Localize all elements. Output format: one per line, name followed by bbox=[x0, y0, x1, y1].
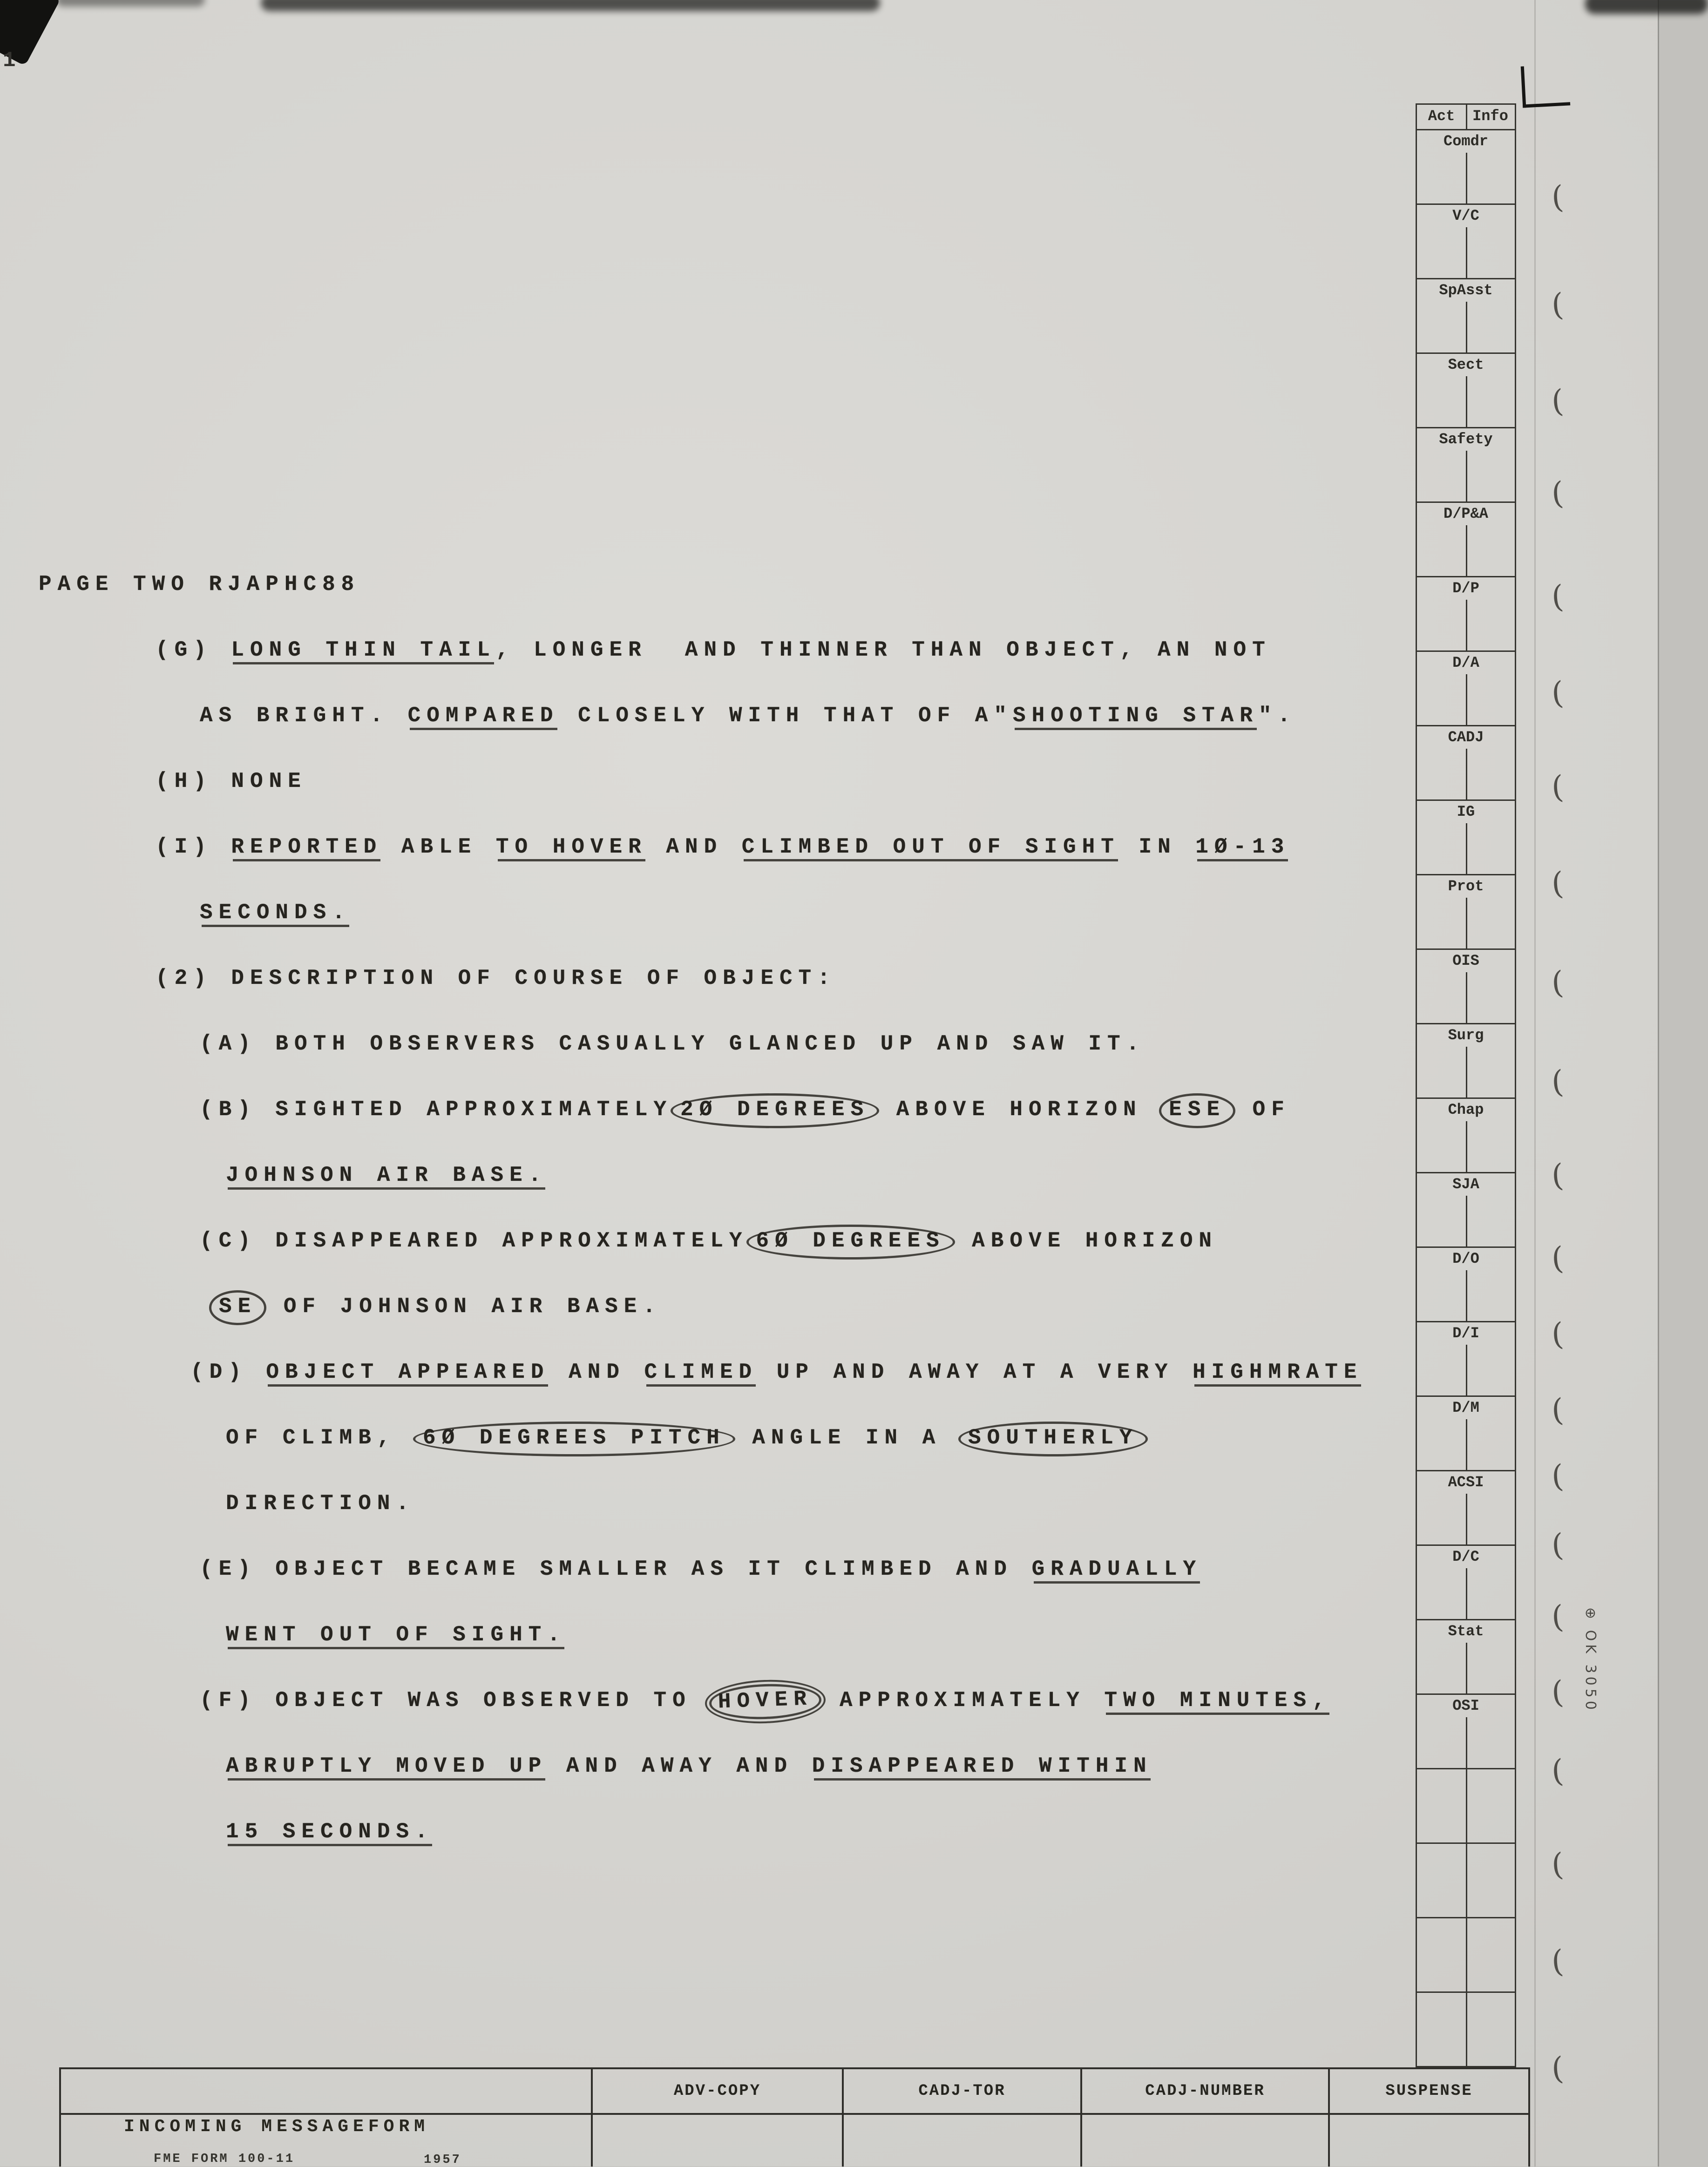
text-segment: OF CLIMB, bbox=[226, 1426, 415, 1450]
text-line bbox=[156, 749, 1440, 814]
text-line bbox=[226, 1405, 1440, 1471]
margin-marks bbox=[1552, 0, 1593, 2167]
margin-tick: ( bbox=[1550, 1157, 1565, 1194]
text-segment: OF JOHNSON AIR BASE. bbox=[264, 1294, 662, 1319]
margin-tick: ( bbox=[1550, 1063, 1565, 1100]
margin-tick: ( bbox=[1550, 865, 1565, 902]
underlined-text: ABRUPTLY MOVED UP bbox=[226, 1754, 548, 1778]
text-line bbox=[156, 814, 1440, 880]
text-segment: ABOVE HORIZON bbox=[953, 1229, 1218, 1253]
text-line bbox=[200, 880, 1440, 946]
underlined-text: HIGHMRATE bbox=[1193, 1360, 1363, 1384]
routing-row-label: D/O bbox=[1452, 1250, 1479, 1267]
routing-row bbox=[1417, 799, 1515, 874]
text-segment: APPROXIMATELY bbox=[820, 1688, 1105, 1713]
margin-digit: 1 bbox=[3, 48, 16, 73]
text-line bbox=[226, 1471, 1440, 1537]
text-segment: UP AND AWAY AT A VERY bbox=[758, 1360, 1193, 1384]
margin-tick: ( bbox=[1550, 964, 1565, 1001]
circled-text: 6Ø DEGREES PITCH bbox=[413, 1422, 735, 1456]
underlined-text: TWO MINUTES, bbox=[1104, 1688, 1331, 1713]
underlined-text: GRADUALLY bbox=[1031, 1557, 1202, 1581]
circled-text: HOVER bbox=[709, 1682, 822, 1721]
text-line bbox=[200, 1537, 1440, 1602]
text-line bbox=[156, 946, 1440, 1011]
text-segment: IN bbox=[1119, 835, 1196, 859]
circled-text: SOUTHERLY bbox=[958, 1422, 1148, 1456]
routing-row-label: IG bbox=[1457, 803, 1475, 820]
routing-row-label: D/P bbox=[1452, 580, 1479, 597]
underlined-text: TO HOVER bbox=[495, 835, 647, 859]
message-body bbox=[39, 552, 1440, 1865]
routing-row-label: Prot bbox=[1448, 878, 1484, 895]
routing-row bbox=[1417, 576, 1515, 650]
text-segment: ABLE bbox=[382, 835, 496, 859]
text-line bbox=[200, 1077, 1440, 1143]
underlined-text: WENT OUT OF SIGHT. bbox=[226, 1623, 566, 1647]
routing-row-empty bbox=[1417, 1917, 1515, 1991]
footer-column-adv-copy: ADV-COPY bbox=[593, 2069, 844, 2113]
routing-row-label: Comdr bbox=[1443, 133, 1488, 150]
text-line bbox=[200, 683, 1440, 749]
text-segment: , LONGER AND THINNER THAN OBJECT, AN NOT bbox=[495, 638, 1271, 662]
margin-tick: ( bbox=[1550, 475, 1565, 512]
margin-tick: ( bbox=[1550, 1527, 1565, 1564]
margin-tick: ( bbox=[1550, 675, 1565, 711]
margin-tick: ( bbox=[1550, 1458, 1565, 1495]
underlined-text: SHOOTING STAR bbox=[1013, 704, 1259, 728]
footer-column-cadj-number: CADJ-NUMBER bbox=[1082, 2069, 1330, 2113]
routing-row bbox=[1417, 352, 1515, 427]
underlined-text: COMPARED bbox=[407, 704, 559, 728]
routing-grid bbox=[1416, 103, 1516, 2067]
routing-row bbox=[1417, 650, 1515, 725]
routing-row bbox=[1417, 129, 1515, 203]
footer-column-cadj-tor: CADJ-TOR bbox=[844, 2069, 1082, 2113]
footer-header-row bbox=[59, 2069, 1530, 2115]
form-title: INCOMING MESSAGEFORM bbox=[124, 2117, 430, 2137]
margin-tick: ( bbox=[1550, 383, 1565, 420]
underlined-text: REPORTED bbox=[231, 835, 383, 859]
text-segment: DIRECTION. bbox=[226, 1491, 415, 1516]
routing-header bbox=[1417, 105, 1515, 129]
margin-tick: ( bbox=[1550, 1846, 1565, 1883]
routing-row-label: Safety bbox=[1439, 431, 1493, 448]
margin-tick: ( bbox=[1550, 1598, 1565, 1635]
text-line bbox=[211, 1274, 1440, 1340]
routing-row bbox=[1417, 1544, 1515, 1619]
scan-smudge bbox=[261, 0, 880, 11]
routing-row bbox=[1417, 203, 1515, 278]
text-line bbox=[156, 617, 1440, 683]
footer-cell-empty bbox=[844, 2115, 1082, 2167]
footer-cell-empty bbox=[1330, 2115, 1530, 2167]
footer-cell-blank bbox=[59, 2069, 593, 2113]
text-line bbox=[39, 552, 1440, 617]
routing-row bbox=[1417, 874, 1515, 948]
routing-row-empty bbox=[1417, 1991, 1515, 2066]
routing-row-label: D/P&A bbox=[1443, 505, 1488, 522]
margin-tick: ( bbox=[1550, 1316, 1565, 1353]
margin-tick: ( bbox=[1550, 1392, 1565, 1429]
text-segment: AND bbox=[647, 835, 742, 859]
margin-tick: ( bbox=[1550, 1240, 1565, 1277]
underlined-text: 15 SECONDS. bbox=[226, 1820, 434, 1844]
routing-row-label: ACSI bbox=[1448, 1474, 1484, 1491]
text-segment: (2) DESCRIPTION OF COURSE OF OBJECT: bbox=[156, 966, 836, 990]
routing-row-label: D/A bbox=[1452, 654, 1479, 671]
text-segment: ANGLE IN A bbox=[733, 1426, 960, 1450]
text-segment: OF bbox=[1234, 1097, 1290, 1122]
routing-row bbox=[1417, 427, 1515, 501]
text-segment: (F) OBJECT WAS OBSERVED TO bbox=[200, 1688, 711, 1713]
underlined-text: OBJECT APPEARED bbox=[266, 1360, 550, 1384]
margin-tick: ( bbox=[1550, 1674, 1565, 1711]
routing-header-act: Act bbox=[1428, 108, 1455, 125]
scan-smudge bbox=[56, 0, 205, 7]
routing-row bbox=[1417, 1395, 1515, 1470]
text-line bbox=[226, 1143, 1440, 1208]
routing-row bbox=[1417, 1023, 1515, 1097]
circled-text: 2Ø DEGREES bbox=[671, 1093, 879, 1128]
text-segment: (E) OBJECT BECAME SMALLER AS IT CLIMBED AND bbox=[200, 1557, 1032, 1581]
routing-row-empty bbox=[1417, 1768, 1515, 1842]
text-segment: PAGE TWO RJAPHC88 bbox=[39, 572, 360, 596]
routing-row bbox=[1417, 725, 1515, 799]
footer-cell-empty bbox=[593, 2115, 844, 2167]
circled-text: SE bbox=[209, 1290, 266, 1325]
text-segment: AS BRIGHT. bbox=[200, 704, 408, 728]
routing-row bbox=[1417, 1321, 1515, 1395]
routing-row bbox=[1417, 1097, 1515, 1172]
text-line bbox=[226, 1602, 1440, 1668]
form-number: FME FORM 100-11 bbox=[154, 2152, 295, 2166]
routing-row bbox=[1417, 948, 1515, 1023]
text-segment: ABOVE HORIZON bbox=[877, 1097, 1161, 1122]
routing-row-label: Chap bbox=[1448, 1101, 1484, 1118]
text-segment: (B) SIGHTED APPROXIMATELY bbox=[200, 1097, 673, 1122]
footer-cell-empty bbox=[1082, 2115, 1330, 2167]
routing-row-label: Sect bbox=[1448, 356, 1484, 373]
underlined-text: CLIMBED OUT OF SIGHT bbox=[741, 835, 1120, 859]
margin-tick: ( bbox=[1550, 1943, 1565, 1980]
routing-row-label: D/M bbox=[1452, 1399, 1479, 1416]
routing-header-info: Info bbox=[1472, 108, 1508, 125]
text-segment: (D) bbox=[190, 1360, 266, 1384]
text-line bbox=[190, 1340, 1440, 1405]
margin-tick: ( bbox=[1550, 769, 1565, 806]
sideways-stamp: ⊕ OK 3050 bbox=[1582, 1607, 1599, 1713]
footer-column-suspense: SUSPENSE bbox=[1330, 2069, 1530, 2113]
routing-row-label: V/C bbox=[1452, 207, 1479, 224]
underlined-text: LONG THIN TAIL bbox=[231, 638, 496, 662]
margin-tick: ( bbox=[1550, 179, 1565, 216]
circled-text: 6Ø DEGREES bbox=[746, 1225, 955, 1260]
routing-row bbox=[1417, 1619, 1515, 1693]
text-segment: AND AWAY AND bbox=[547, 1754, 812, 1778]
routing-row bbox=[1417, 501, 1515, 576]
text-line bbox=[226, 1734, 1440, 1799]
circled-text: ESE bbox=[1159, 1093, 1235, 1128]
text-line bbox=[200, 1011, 1440, 1077]
text-segment: (I) bbox=[156, 835, 231, 859]
routing-row bbox=[1417, 1693, 1515, 1768]
scan-smudge bbox=[1585, 0, 1708, 14]
form-year: 1957 bbox=[424, 2153, 461, 2167]
text-line bbox=[200, 1668, 1440, 1734]
margin-tick: ( bbox=[1550, 2050, 1565, 2087]
margin-tick: ( bbox=[1550, 286, 1565, 323]
page-crease bbox=[1534, 0, 1536, 2167]
text-segment: AND bbox=[549, 1360, 644, 1384]
text-line bbox=[200, 1208, 1440, 1274]
text-segment: (H) NONE bbox=[156, 769, 307, 793]
routing-row-empty bbox=[1417, 1842, 1515, 1917]
text-line bbox=[226, 1799, 1440, 1865]
routing-row bbox=[1417, 278, 1515, 352]
routing-row-label: CADJ bbox=[1448, 729, 1484, 746]
text-segment: ". bbox=[1258, 704, 1297, 728]
underlined-text: DISAPPEARED WITHIN bbox=[812, 1754, 1152, 1778]
routing-row-label: OSI bbox=[1452, 1697, 1479, 1714]
routing-row-label: D/C bbox=[1452, 1548, 1479, 1565]
underlined-text: CLIMED bbox=[644, 1360, 758, 1384]
text-segment: (G) bbox=[156, 638, 231, 662]
routing-row-label: Stat bbox=[1448, 1623, 1484, 1640]
underlined-text: JOHNSON AIR BASE. bbox=[226, 1163, 548, 1187]
routing-row-label: D/I bbox=[1452, 1325, 1479, 1342]
routing-row-label: SJA bbox=[1452, 1176, 1479, 1193]
text-segment: CLOSELY WITH THAT OF A" bbox=[559, 704, 1013, 728]
routing-row bbox=[1417, 1172, 1515, 1246]
underlined-text: 1Ø-13 bbox=[1195, 835, 1290, 859]
routing-row-label: OIS bbox=[1452, 952, 1479, 969]
text-segment: (C) DISAPPEARED APPROXIMATELY bbox=[200, 1229, 748, 1253]
text-segment: (A) BOTH OBSERVERS CASUALLY GLANCED UP AND SAW IT. bbox=[200, 1032, 1145, 1056]
routing-row bbox=[1417, 1246, 1515, 1321]
margin-tick: ( bbox=[1550, 1753, 1565, 1789]
underlined-text: SECONDS. bbox=[200, 901, 351, 925]
margin-tick: ( bbox=[1550, 578, 1565, 615]
routing-row-label: SpAsst bbox=[1439, 282, 1493, 299]
routing-row bbox=[1417, 1470, 1515, 1544]
routing-row-label: Surg bbox=[1448, 1027, 1484, 1044]
